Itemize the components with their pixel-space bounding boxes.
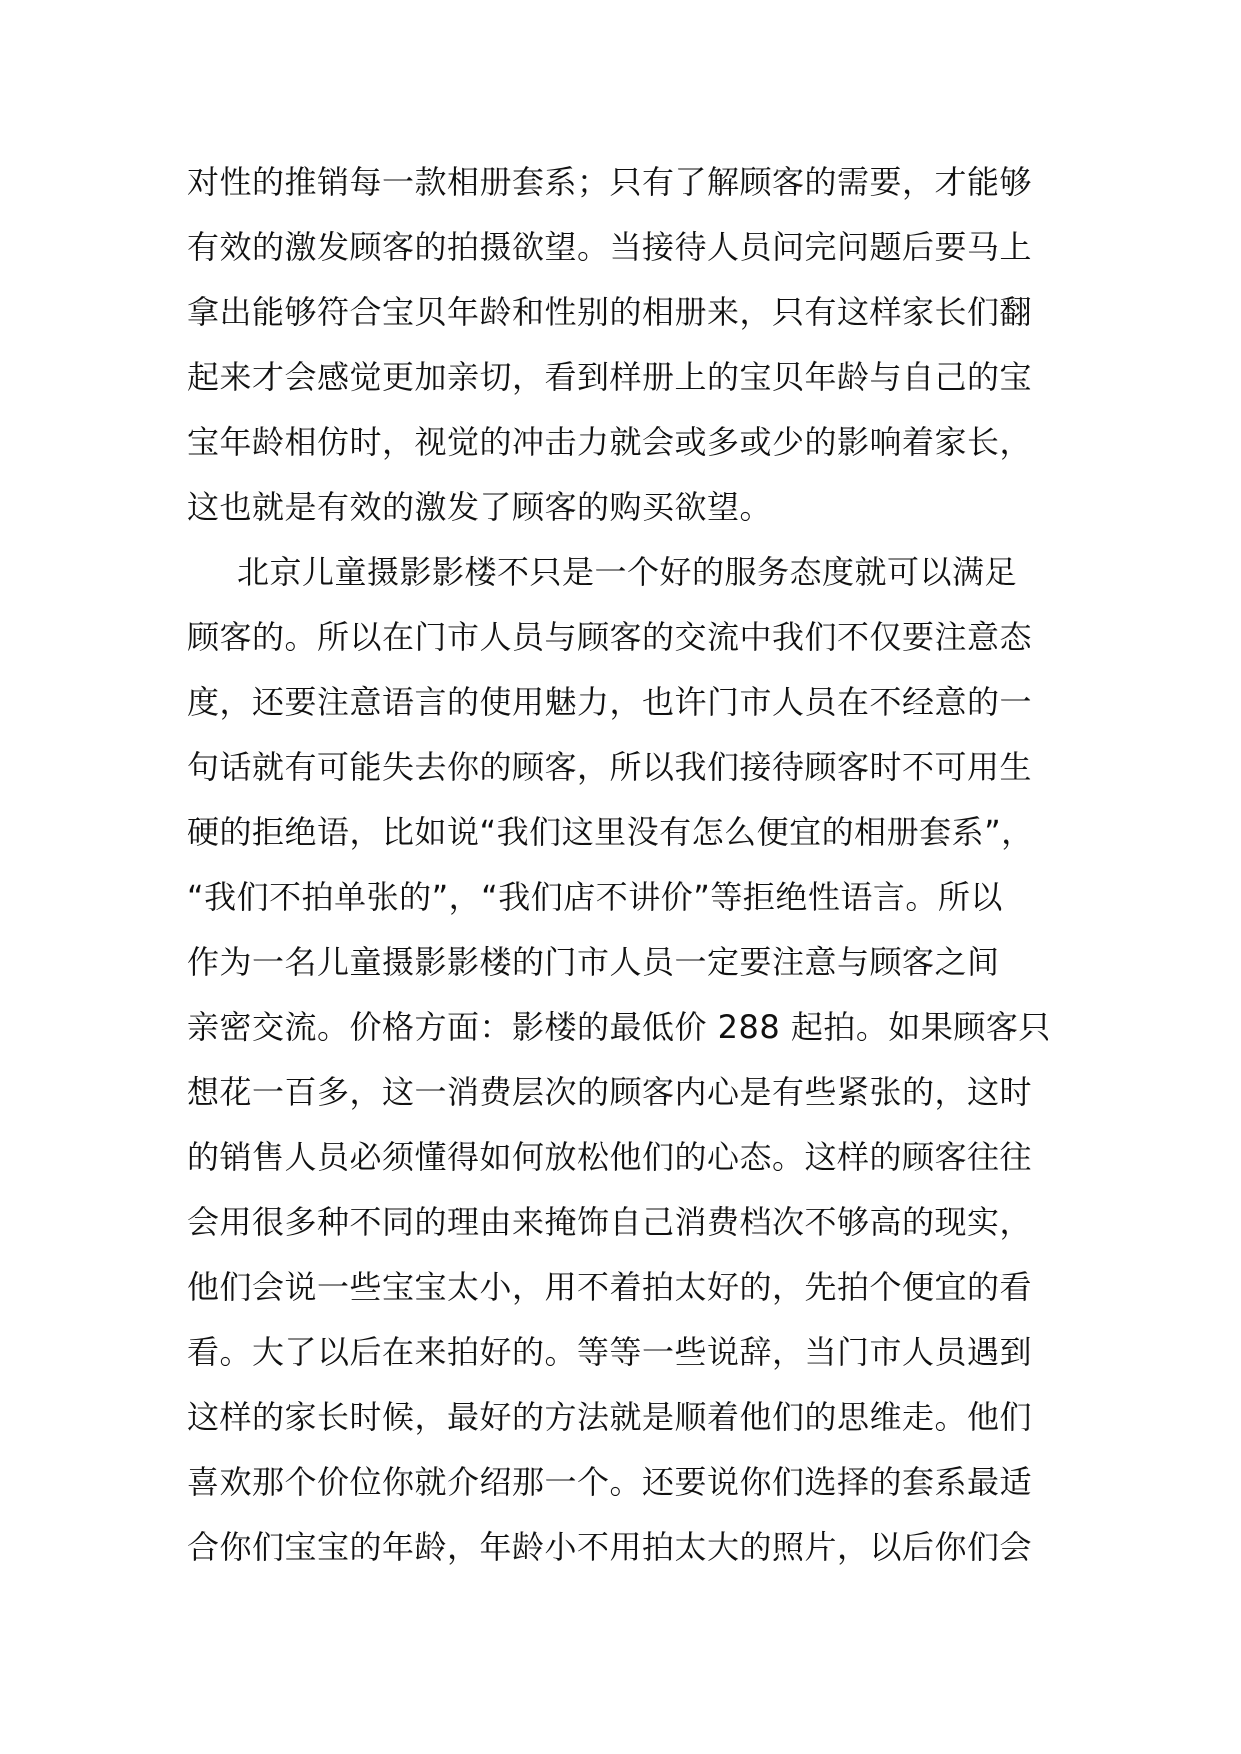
- text-line: 顾客的。所以在门市人员与顾客的交流中我们不仅要注意态: [187, 618, 1033, 656]
- text-line: 的销售人员必须懂得如何放松他们的心态。这样的顾客往往: [187, 1138, 1033, 1176]
- text-line: 他们会说一些宝宝太小，用不着拍太好的，先拍个便宜的看: [187, 1268, 1033, 1306]
- text-line: 起来才会感觉更加亲切，看到样册上的宝贝年龄与自己的宝: [187, 358, 1033, 396]
- text-line: 想花一百多，这一消费层次的顾客内心是有些紧张的，这时: [187, 1073, 1033, 1111]
- text-line: 作为一名儿童摄影影楼的门市人员一定要注意与顾客之间: [187, 943, 1000, 981]
- paragraph-start-line: 北京儿童摄影影楼不只是一个好的服务态度就可以满足: [237, 553, 1018, 591]
- text-line: 这也就是有效的激发了顾客的购买欲望。: [187, 488, 773, 526]
- text-line: 宝年龄相仿时，视觉的冲击力就会或多或少的影响着家长，: [187, 423, 1033, 461]
- text-line: 对性的推销每一款相册套系；只有了解顾客的需要，才能够: [187, 163, 1033, 201]
- text-line: 有效的激发顾客的拍摄欲望。当接待人员问完问题后要马上: [187, 228, 1033, 266]
- text-line: 亲密交流。价格方面：影楼的最低价 288 起拍。如果顾客只: [187, 1008, 1051, 1046]
- text-line: 拿出能够符合宝贝年龄和性别的相册来，只有这样家长们翻: [187, 293, 1033, 331]
- body-text: [187, 150, 1067, 1580]
- text-line: 看。大了以后在来拍好的。等等一些说辞，当门市人员遇到: [187, 1333, 1033, 1371]
- text-line: 喜欢那个价位你就介绍那一个。还要说你们选择的套系最适: [187, 1463, 1033, 1501]
- text-line: 度，还要注意语言的使用魅力，也许门市人员在不经意的一: [187, 683, 1033, 721]
- text-line: 会用很多种不同的理由来掩饰自己消费档次不够高的现实，: [187, 1203, 1033, 1241]
- text-line: “我们不拍单张的”，“我们店不讲价”等拒绝性语言。所以: [187, 878, 1003, 916]
- text-line: 合你们宝宝的年龄，年龄小不用拍太大的照片，以后你们会: [187, 1528, 1033, 1566]
- text-line: 这样的家长时候，最好的方法就是顺着他们的思维走。他们: [187, 1398, 1033, 1436]
- text-line: 句话就有可能失去你的顾客，所以我们接待顾客时不可用生: [187, 748, 1033, 786]
- text-line: 硬的拒绝语，比如说“我们这里没有怎么便宜的相册套系”，: [187, 813, 1034, 851]
